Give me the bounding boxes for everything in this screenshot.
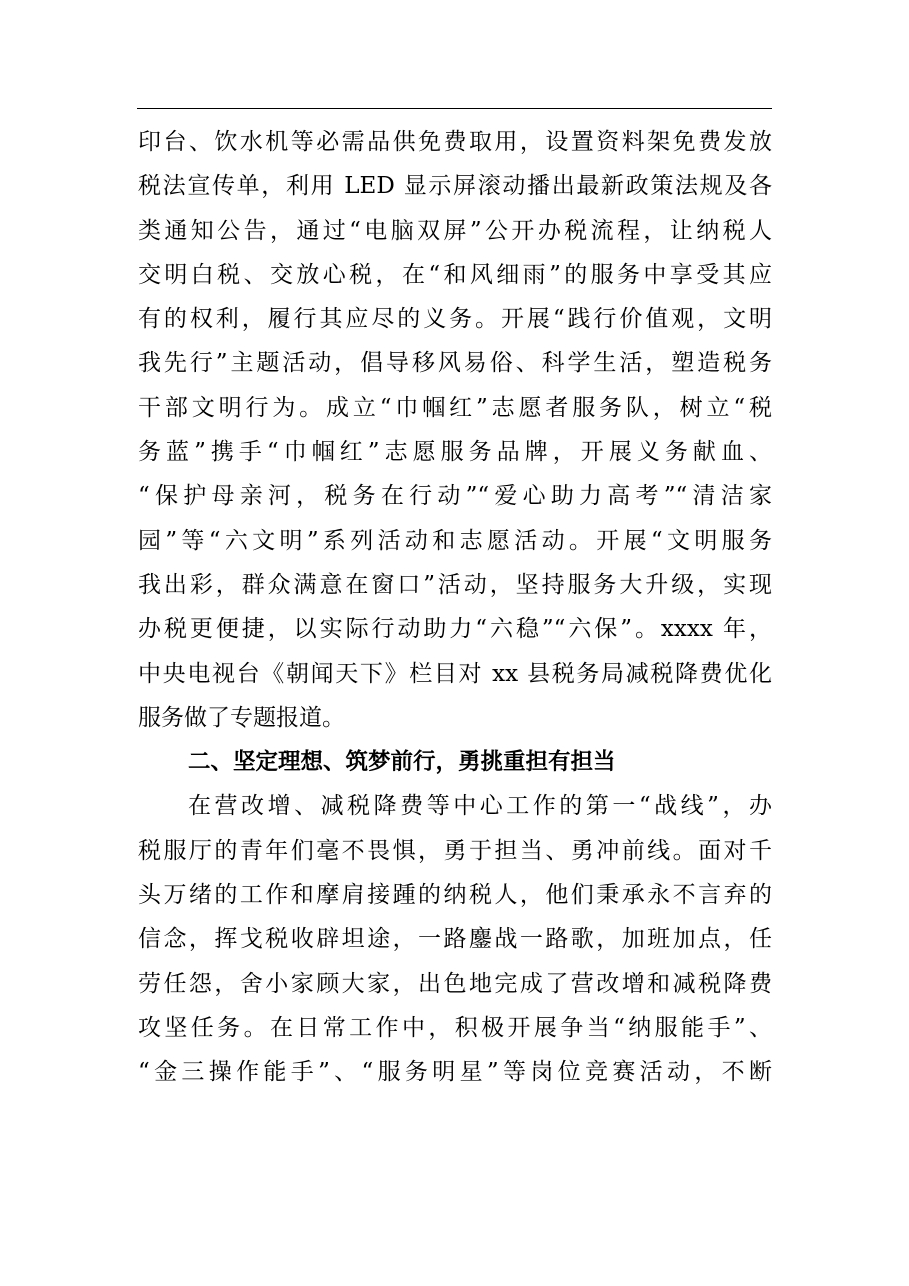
text-line: 交明白税、交放心税，在“和风细雨”的服务中享受其应 [138,261,772,288]
text-line: 我出彩，群众满意在窗口”活动，坚持服务大升级，实现 [138,571,772,598]
document-body [138,120,772,1095]
paragraph-continued [138,120,772,740]
text-line: 有的权利，履行其应尽的义务。开展“践行价值观，文明 [138,306,772,333]
text-line: 中央电视台《朝闻天下》栏目对 xx 县税务局减税降费优化 [138,660,772,687]
text-line: 务蓝”携手“巾帼红”志愿服务品牌，开展义务献血、 [138,439,772,466]
text-line: “保护母亲河，税务在行动”“爱心助力高考”“清洁家 [138,483,772,510]
text-line: 头万绪的工作和摩肩接踵的纳税人，他们秉承永不言弃的 [138,882,772,909]
text-line: 干部文明行为。成立“巾帼红”志愿者服务队，树立“税 [138,394,772,421]
text-line: 税法宣传单，利用 LED 显示屏滚动播出最新政策法规及各 [138,173,772,200]
text-line: 类通知公告，通过“电脑双屏”公开办税流程，让纳税人 [138,217,772,244]
text-line: 劳任怨，舍小家顾大家，出色地完成了营改增和减税降费 [138,970,772,997]
text-line: 印台、饮水机等必需品供免费取用，设置资料架免费发放 [138,129,772,155]
text-line: 税服厅的青年们毫不畏惧，勇于担当、勇冲前线。面对千 [138,837,772,864]
text-line: 攻坚任务。在日常工作中，积极开展争当“纳服能手”、 [138,1014,772,1041]
text-line: “金三操作能手”、“服务明星”等岗位竞赛活动，不断 [138,1059,772,1086]
text-line: 我先行”主题活动，倡导移风易俗、科学生活，塑造税务 [138,350,772,377]
text-line: 办税更便捷，以实际行动助力“六稳”“六保”。xxxx 年， [138,616,772,643]
text-line: 信念，挥戈税收辟坦途，一路鏖战一路歌，加班加点，任 [138,926,772,953]
text-line-first: 在营改增、减税降费等中心工作的第一“战线”，办 [188,793,772,820]
text-line: 园”等“六文明”系列活动和志愿活动。开展“文明服务 [138,527,772,554]
text-line-last: 服务做了专题报道。 [138,704,345,731]
section-heading: 二、坚定理想、筑梦前行，勇挑重担有担当 [188,749,616,776]
paragraph [138,784,772,1094]
header-rule [137,108,772,109]
